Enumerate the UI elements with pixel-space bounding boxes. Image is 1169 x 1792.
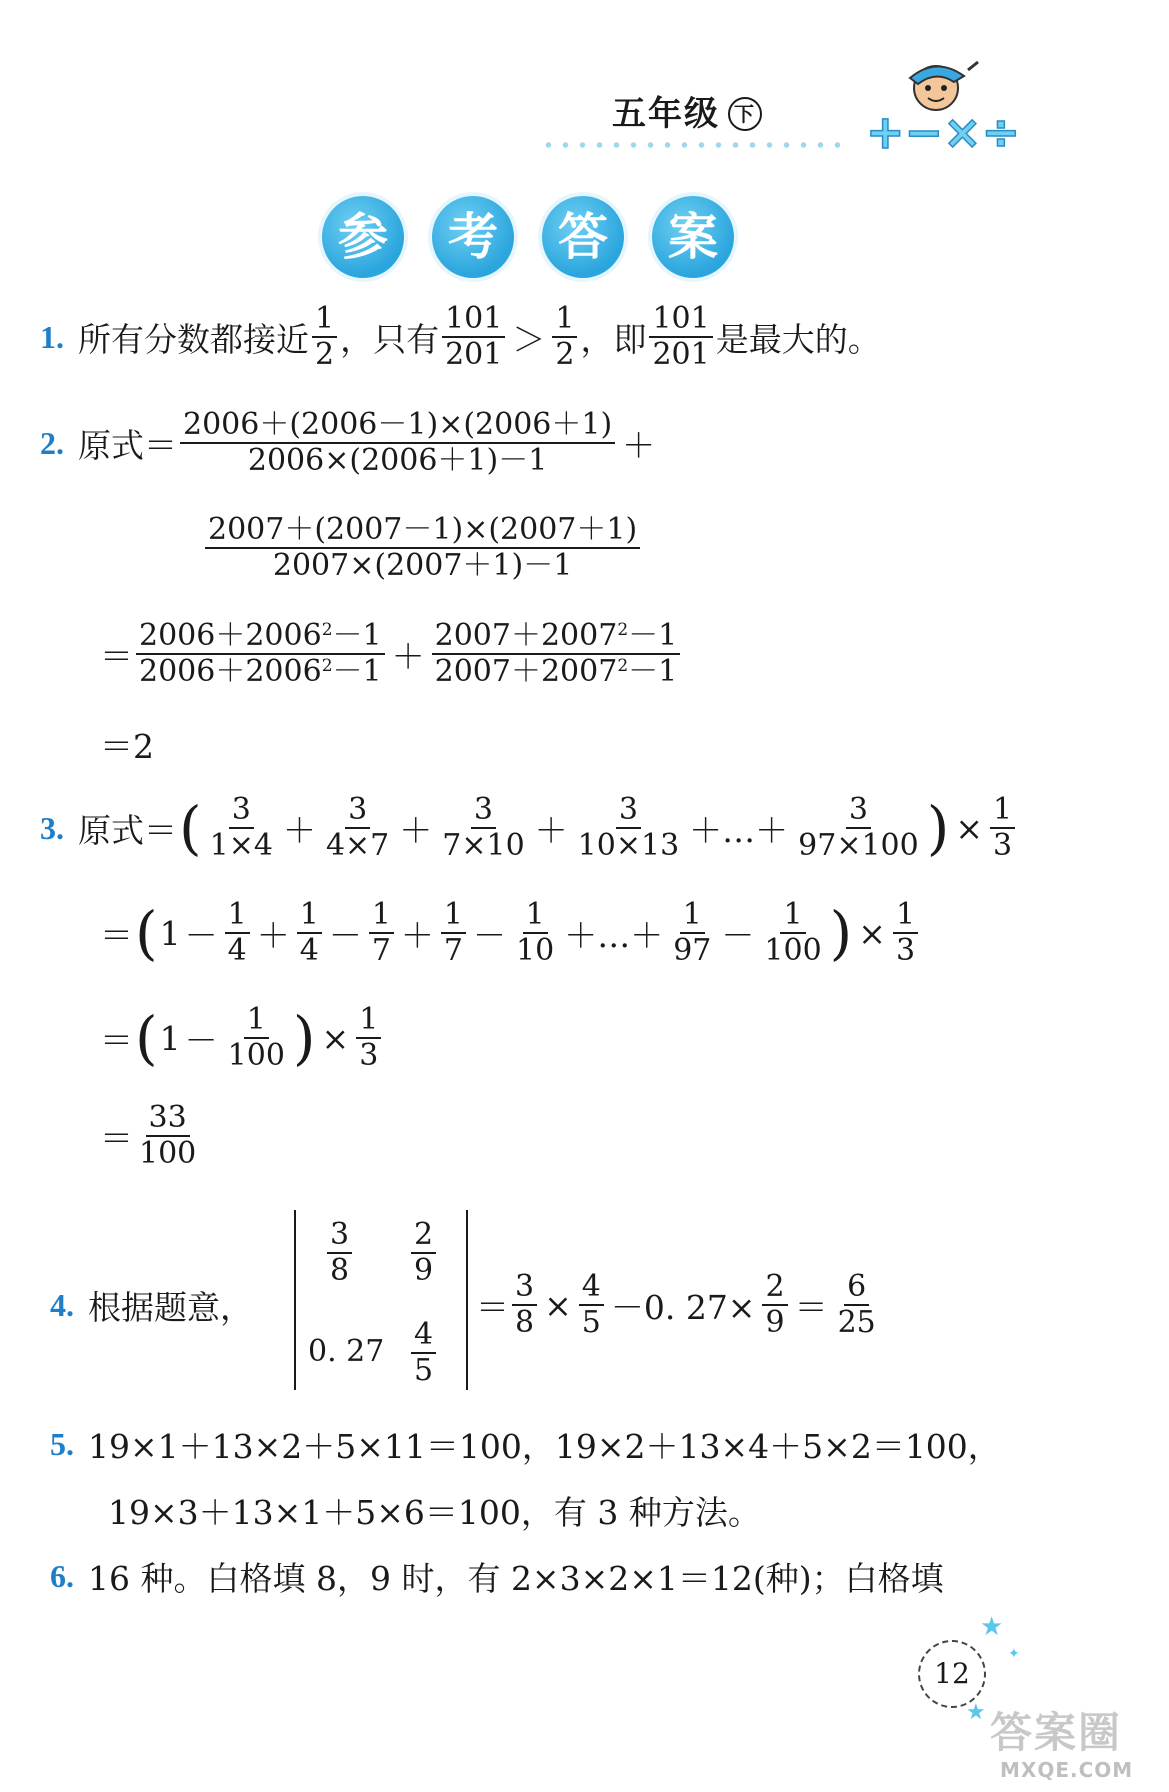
det-cell — [408, 1318, 439, 1387]
page-number: 12 — [918, 1640, 986, 1708]
operator: － — [721, 915, 755, 955]
fraction — [432, 619, 681, 688]
fraction — [225, 1003, 288, 1072]
exponent: 2 — [321, 656, 333, 676]
operator: × — [858, 913, 886, 953]
question-3-line-2 — [100, 893, 921, 973]
term: 2007＋2007 — [434, 654, 618, 689]
q5-text: 19×3＋13×1＋5×6＝100，有 3 种方法。 — [108, 1492, 761, 1532]
title-char: 案 — [652, 196, 734, 278]
question-2-line-1 — [40, 403, 659, 483]
denominator: 2006×(2006＋1)－1 — [247, 443, 548, 478]
numerator: 1 — [297, 898, 322, 934]
numerator — [432, 619, 681, 655]
denominator: 201 — [445, 337, 503, 372]
fraction — [411, 1318, 436, 1387]
operator: － — [184, 1020, 218, 1060]
watermark-logo: 答案圈 — [990, 1708, 1123, 1757]
denominator: 201 — [652, 337, 710, 372]
operator: ＋ — [622, 425, 656, 465]
question-number: 6. — [50, 1557, 74, 1594]
term: －1 — [628, 618, 678, 654]
numerator: 101 — [442, 302, 505, 338]
term: －1 — [332, 618, 382, 654]
question-number: 1. — [40, 318, 64, 355]
denominator: 10×13 — [577, 828, 680, 863]
svg-text:+−×÷: +−×÷ — [866, 105, 1021, 156]
operator: － — [328, 915, 362, 955]
fraction — [649, 302, 712, 371]
operator: ＝ — [100, 1020, 133, 1060]
q2-label: 原式＝ — [78, 425, 177, 465]
denominator: 3 — [895, 933, 916, 968]
numerator — [136, 619, 385, 655]
denominator: 100 — [227, 1038, 285, 1073]
fraction — [762, 1270, 787, 1339]
operator: －0. 27× — [610, 1287, 756, 1327]
operator: － — [184, 915, 218, 955]
fraction — [552, 302, 577, 371]
denominator — [432, 655, 681, 689]
denominator: 4 — [227, 933, 247, 968]
determinant — [294, 1210, 468, 1390]
operator: × — [544, 1285, 572, 1325]
numerator: 2006＋(2006－1)×(2006＋1) — [180, 408, 615, 444]
numerator: 1 — [780, 898, 805, 934]
operator: ＞ — [512, 319, 546, 359]
question-4-formula — [476, 1265, 882, 1345]
denominator: 7 — [443, 933, 464, 968]
fraction — [761, 898, 824, 967]
exponent: 2 — [617, 620, 629, 641]
det-cell — [408, 1218, 439, 1287]
denominator: 1×4 — [209, 828, 273, 863]
grade-title — [612, 86, 762, 135]
term: 2007＋2007 — [434, 618, 618, 654]
fraction — [512, 1270, 537, 1339]
exponent: 2 — [321, 620, 333, 641]
term: 2006＋2006 — [139, 654, 322, 689]
q1-text: ，只有 — [340, 319, 440, 359]
numerator: 1 — [225, 898, 250, 934]
operator: ＋ — [534, 810, 568, 850]
question-1 — [40, 297, 881, 377]
mascot-icon — [858, 60, 1048, 156]
question-4-label — [50, 1265, 253, 1345]
numerator: 1 — [680, 898, 705, 934]
q6-text: 16 种。白格填 8，9 时，有 2×3×2×1＝12(种)；白格填 — [88, 1558, 944, 1598]
numerator: 4 — [579, 1270, 604, 1306]
fraction — [579, 1270, 604, 1339]
numerator: 101 — [649, 302, 712, 338]
fraction — [297, 898, 322, 967]
numerator: 1 — [893, 898, 918, 934]
denominator: 2 — [555, 337, 575, 372]
denominator: 7×10 — [442, 828, 525, 863]
operator: ＋ — [391, 636, 425, 676]
numerator: 1 — [523, 898, 548, 934]
denominator: 4×7 — [325, 828, 390, 863]
denominator: 100 — [764, 933, 822, 968]
denominator: 5 — [581, 1305, 601, 1340]
numerator: 3 — [229, 793, 254, 829]
question-number: 3. — [40, 809, 64, 846]
denominator: 8 — [330, 1252, 350, 1288]
fraction — [411, 1218, 436, 1287]
fraction — [795, 793, 922, 862]
fraction — [835, 1270, 879, 1339]
denominator: 97×100 — [798, 828, 919, 863]
star-icon: ★ — [966, 1700, 986, 1725]
numerator: 3 — [512, 1270, 537, 1306]
q1-text: 是最大的。 — [715, 319, 881, 359]
q4-label: 根据题意， — [88, 1287, 253, 1327]
watermark-url: MXQE.COM — [1000, 1758, 1134, 1782]
numerator: 1 — [990, 793, 1015, 829]
q1-text: ，即 — [580, 319, 647, 359]
question-number: 5. — [50, 1425, 74, 1462]
fraction — [513, 898, 557, 967]
question-2-line-2 — [202, 508, 643, 588]
operator: － — [473, 915, 507, 955]
denominator: 4 — [299, 933, 319, 968]
denominator: 7 — [371, 933, 391, 968]
paren-open: ( — [135, 899, 158, 967]
denominator: 10 — [516, 933, 555, 968]
term: 1 — [159, 1018, 181, 1058]
operator: × — [321, 1018, 350, 1058]
denominator: 100 — [139, 1136, 197, 1171]
dotted-divider — [540, 142, 840, 148]
denominator: 3 — [993, 828, 1013, 863]
numerator: 3 — [616, 793, 641, 829]
title-char: 答 — [542, 196, 624, 278]
term: 2006＋2006 — [139, 618, 322, 654]
operator: ＋…＋ — [564, 915, 664, 955]
det-cell — [324, 1218, 355, 1287]
numerator: 4 — [411, 1318, 436, 1354]
operator: ＋…＋ — [689, 810, 789, 850]
answer-key-title — [322, 196, 734, 278]
numerator: 2 — [411, 1218, 436, 1254]
denominator: 9 — [765, 1305, 785, 1340]
fraction — [225, 898, 250, 967]
title-char: 考 — [432, 196, 514, 278]
numerator: 6 — [844, 1270, 869, 1306]
question-6 — [50, 1536, 944, 1616]
denominator: 2007×(2007＋1)－1 — [272, 548, 573, 583]
fraction — [575, 793, 682, 862]
fraction — [207, 793, 276, 862]
numerator: 1 — [244, 1003, 269, 1039]
operator: ＋ — [400, 915, 434, 955]
numerator: 1 — [312, 302, 337, 338]
paren-open: ( — [135, 1004, 158, 1072]
fraction — [369, 898, 394, 967]
denominator: 2 — [315, 337, 335, 372]
denominator: 97 — [673, 933, 712, 968]
question-3-line-1 — [40, 788, 1018, 868]
numerator: 1 — [356, 1003, 381, 1039]
fraction — [893, 898, 918, 967]
question-number: 2. — [40, 424, 64, 461]
operator: ＋ — [282, 810, 316, 850]
numerator: 1 — [369, 898, 394, 934]
fraction — [323, 793, 392, 862]
denominator: 3 — [359, 1038, 379, 1073]
operator: ＋ — [256, 915, 290, 955]
numerator: 2007＋(2007－1)×(2007＋1) — [205, 513, 640, 549]
q1-text: 所有分数都接近 — [78, 319, 309, 359]
paren-close: ) — [292, 1004, 316, 1072]
star-icon: ✦ — [1008, 1646, 1020, 1662]
fraction — [205, 513, 640, 582]
denominator — [136, 655, 385, 689]
operator: ＝ — [100, 915, 133, 955]
paren-close: ) — [829, 899, 853, 967]
question-number: 4. — [50, 1286, 74, 1323]
numerator: 3 — [327, 1218, 352, 1254]
numerator: 2 — [762, 1270, 787, 1306]
paren-close: ) — [926, 794, 950, 862]
term: －1 — [628, 654, 678, 689]
numerator: 1 — [441, 898, 466, 934]
operator: ＝ — [794, 1287, 828, 1327]
fraction — [136, 1101, 199, 1170]
fraction — [439, 793, 527, 862]
volume-badge: 下 — [728, 97, 762, 131]
q3-label: 原式＝ — [78, 810, 177, 850]
title-char: 参 — [322, 196, 404, 278]
fraction — [990, 793, 1015, 862]
operator: × — [955, 808, 984, 848]
fraction — [356, 1003, 381, 1072]
det-cell: 0. 27 — [308, 1334, 385, 1369]
numerator: 3 — [345, 793, 370, 829]
denominator: 8 — [515, 1305, 535, 1340]
term: 1 — [159, 913, 181, 953]
result: ＝2 — [100, 726, 154, 766]
numerator: 3 — [846, 793, 871, 829]
denominator: 9 — [414, 1252, 434, 1288]
question-2-result — [100, 704, 154, 784]
numerator: 1 — [552, 302, 577, 338]
numerator: 33 — [146, 1101, 190, 1137]
term: －1 — [332, 654, 382, 689]
fraction — [327, 1218, 352, 1287]
question-2-line-3 — [100, 614, 683, 694]
paren-open: ( — [179, 794, 202, 862]
fraction — [442, 302, 505, 371]
fraction — [670, 898, 714, 967]
numerator: 3 — [471, 793, 496, 829]
operator: ＝ — [100, 1118, 133, 1158]
fraction — [312, 302, 337, 371]
grade-text: 五年级 — [612, 94, 720, 134]
denominator: 25 — [837, 1305, 876, 1340]
fraction — [180, 408, 615, 477]
star-icon: ★ — [980, 1612, 1004, 1642]
question-3-line-4 — [100, 1096, 202, 1176]
operator: ＋ — [399, 810, 433, 850]
question-3-line-3 — [100, 998, 384, 1078]
fraction — [136, 619, 385, 688]
operator: ＝ — [476, 1287, 509, 1327]
operator: ＝ — [100, 636, 133, 676]
q5-text: 19×1＋13×2＋5×11＝100，19×2＋13×4＋5×2＝100， — [88, 1426, 1001, 1466]
fraction — [441, 898, 466, 967]
exponent: 2 — [617, 656, 629, 676]
denominator: 5 — [414, 1352, 434, 1388]
